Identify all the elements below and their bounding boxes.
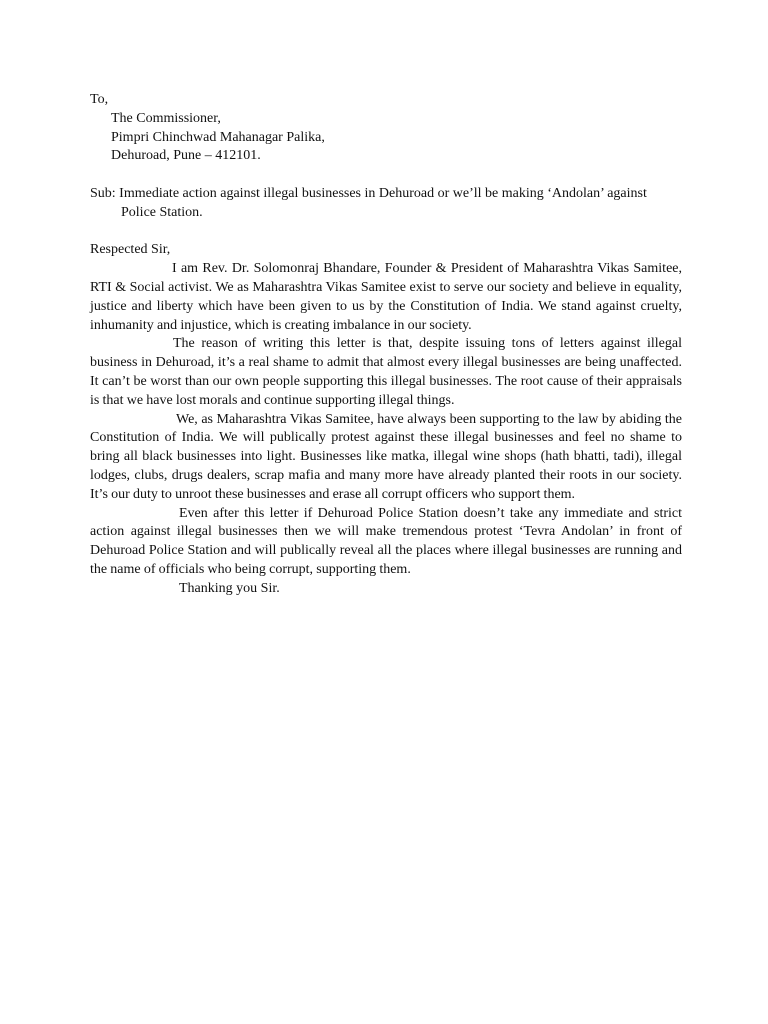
to-line: To, xyxy=(90,92,109,107)
recipient-organization: Pimpri Chinchwad Mahanagar Palika, xyxy=(111,129,325,145)
body-paragraph-3: We, as Maharashtra Vikas Samitee, have always been supporting to the law by abiding the Constitution of India. We will publically protest against these illegal businesses and feel no shame to bring all black businesses into light. Businesses like matka, illegal wine shops (hath bhatti, tadi), illegal lodges, clubs, drugs dealers, scrap mafia and many more have already planted their roots in our society. It’s our duty to unroot these businesses and erase all corrupt officers who support them. xyxy=(90,411,682,502)
spacer xyxy=(90,223,682,242)
subject-line-continuation: Police Station. xyxy=(121,204,203,220)
greeting: Respected Sir, xyxy=(90,242,171,258)
body-paragraph-4: Even after this letter if Dehuroad Police Station doesn’t take any immediate and strict action against illegal businesses then we will make tremendous protest ‘Tevra Andolan’ in front of Dehuroad Police Station and will publically reveal all the places where illegal businesses are running and the name of officials who being corrupt, supporting them. xyxy=(90,505,682,577)
recipient-title: The Commissioner, xyxy=(111,110,221,126)
closing-line: Thanking you Sir. xyxy=(179,580,280,596)
letter-document xyxy=(90,91,682,599)
subject-line: Sub: Immediate action against illegal businesses in Dehuroad or we’ll be making ‘Andolan’ against xyxy=(90,185,647,201)
body-paragraph-2: The reason of writing this letter is that, despite issuing tons of letters against illegal business in Dehuroad, it’s a real shame to admit that almost every illegal businesses are being unaffected. It can’t be worst than our own people supporting this illegal businesses. The root cause of their appraisals is that we have lost morals and continue supporting illegal things. xyxy=(90,336,682,408)
body-paragraph-1: I am Rev. Dr. Solomonraj Bhandare, Founder & President of Maharashtra Vikas Samitee, RTI & Social activist. We as Maharashtra Vikas Samitee exist to serve our society and believe in equality, justice and liberty which have been given to us by the Constitution of India. We stand against cruelty, inhumanity and injustice, which is creating imbalance in our society. xyxy=(90,261,682,333)
recipient-address: Dehuroad, Pune – 412101. xyxy=(111,148,261,164)
spacer xyxy=(90,166,682,185)
